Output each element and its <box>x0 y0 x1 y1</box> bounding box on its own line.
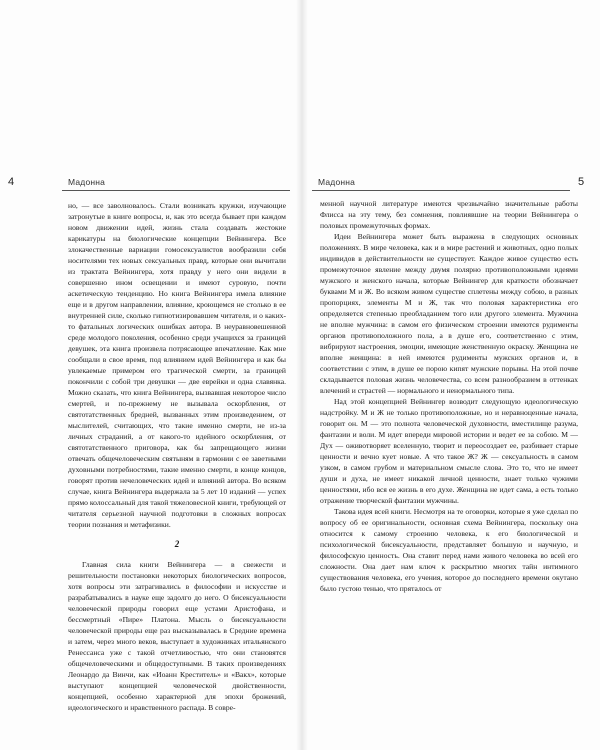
paragraph: Такова идея всей книги. Несмотря на те оговорки, которые я уже сделал по вопросу об ее оригинальности, основная схема Вейнингера, поскольку она относится к самому строению человека, к его биологической и психологической бисексуальности, представляет большую и научную, и философскую ценность. Она ставит перед нами живого человека во всей его сложности. Она дает нам ключ к раскрытию многих тайн интимного существования человека, его учения, которое до последнего времени окутано было густою тенью, что пряталось от <box>320 507 578 593</box>
right-page-body <box>320 198 578 594</box>
left-page <box>0 0 298 750</box>
running-head: Мадонна <box>318 177 356 187</box>
header-rule <box>62 190 290 191</box>
page-number: 5 <box>578 176 585 188</box>
paragraph: Главная сила книги Вейнингера — в свежести и решительности постановки некоторых биологических вопросов, хотя вопросы эти затрагивались в философии и искусстве и разрабатывались в науке еще задолго до него. О бисексуальности человеческой природы говорил еще устами Аристофана, и бессмертный «Пире» Платона. Мысль о бисексуальности человеческой природы еще раз высказывалась в Средние времена и затем, через много веков, выступает в художниках итальянского Ренессанса уже с такой отчетливостью, что они становятся общечеловеческими и общедоступными. В таких произведениях Леонардо да Винчи, как «Иоанн Креститель» и «Вакх», которые выступают концепцией человеческой двойственности, концепцией, особенно характерной для эпохи брожений, идеологического и нравственного распада. В совре- <box>68 560 286 712</box>
left-page-body <box>68 200 286 713</box>
right-page <box>302 0 600 750</box>
running-head: Мадонна <box>68 177 106 187</box>
page-number: 4 <box>8 176 15 188</box>
section-number: 2 <box>174 539 180 549</box>
paragraph: но, — все заволновалось. Стали возникать кружки, изучающие затронутые в книге вопросы, и, как это всегда бывает при каждом новом движении идей, жизнь стала создавать жестокие карикатуры на биологические концепции Вейнингера. Все злокачественные вариации гомосексуалистов вообразили себя носителями тех новых сексуальных правд, которые они вычитали из трактата Вейнингера, хотя правду у него они видели в совершенно ином освещении и имеют суровую, почти аскетическую тенденцию. Но книга Вейнингера имела влияние еще и в другом направлении, влияние, кроющемся не столько в ее внутренней силе, сколько гипнотизировавшем читателя, и о каких-то фатальных логических ошибках автора. В неуравновешенной среде молодого поколения, особенно среди учащихся за границей девушек, эта книга произвела потрясающее впечатление. Как мне сообщали в свое время, под влиянием идей Вейнингера и как бы увлекаемые примером его трагической смерти, за границей покончили с собой три девушки — две еврейки и одна славянка. Можно сказать, что книга Вейнингера, вызвавшая некоторое число смертей, и по-прежнему не вызывала оскорбления, от святотатственных бредней, вызванных этим произведением, от мыслителей, считающих, что такие именно смерти, не из-за личных страданий, а от какого-то идейного оскорбления, от святотатственного приговора, как бы запрещающего жизни отвечать общечеловеческим святыням в гармонии с ее заветными духовными потребностями, такие именно смерти, в конце концов, говорят против нечеловеческих идей и влияний автора. Во всяком случае, книга Вейнингера выдержала за 5 лет 10 изданий — успех прямо колоссальный для такой тяжеловесной книги, требующей от читателя серьезной научной подготовки в сложных вопросах теории познания и метафизики. <box>68 201 286 529</box>
paragraph: Идеи Вейнингера может быть выражена в следующих основных положениях. В мире человека, как и в мире растений и животных, одно полых индивидов в действительности не существует. Каждое живое существо есть промежуточное явление между двумя полярно противоположными идеями мужского и женского начала, которые Вейнингер для краткости обозначает буквами М и Ж. Во всяком живом существе сплетены между собою, в разных пропорциях, элементы М и Ж, так что половая характеристика его определяется степенью преобладанием того или другого элемента. Мужчина не вполне мужчина: в самом его физическом строении имеются рудименты органов противоположного пола, а в душе его, соответственно с этим, вибрируют настроения, эмоции, имеющие женственную окраску. Женщина не вполне женщина: в ней имеются рудименты мужских органов и, в соответствии с этим, в душе ее порою кипят мужские порывы. На этой почве складывается половая жизнь человечества, со всем разнообразием в оттенках влечений и страстей — нормального и ненормального типа. <box>320 232 578 395</box>
paragraph: Над этой концепцией Вейнингер возводит следующую идеологическую надстройку. М и Ж не только противоположные, но и неравноценные начала, говорит он. М — это полнота человеческой духовности, вместилище разума, фантазии и воли. М идет впереди мировой истории и ведет ее за собою. М — Дух — оживотворяет вселенную, творит и переосоздает ее, разбивает старые ценности и вечно кует новые. А что такое Ж? Ж — сексуальность в самом узком, в самом грубом и материальном смысле слова. Это то, что не имеет души и духа, не имеет никакой личной ценности, знает только чужими ценностями, ибо вся ее жизнь в его духе. Женщина не идет сама, а есть только отражение творческой фантазии мужчины. <box>320 397 578 505</box>
paragraph: менной научной литературе имеются чрезвычайно значительные работы Флисса на эту тему, без сомнения, повлиявшие на теории Вейнингера о половых промежуточных формах. <box>320 199 578 230</box>
header-rule <box>312 190 570 191</box>
